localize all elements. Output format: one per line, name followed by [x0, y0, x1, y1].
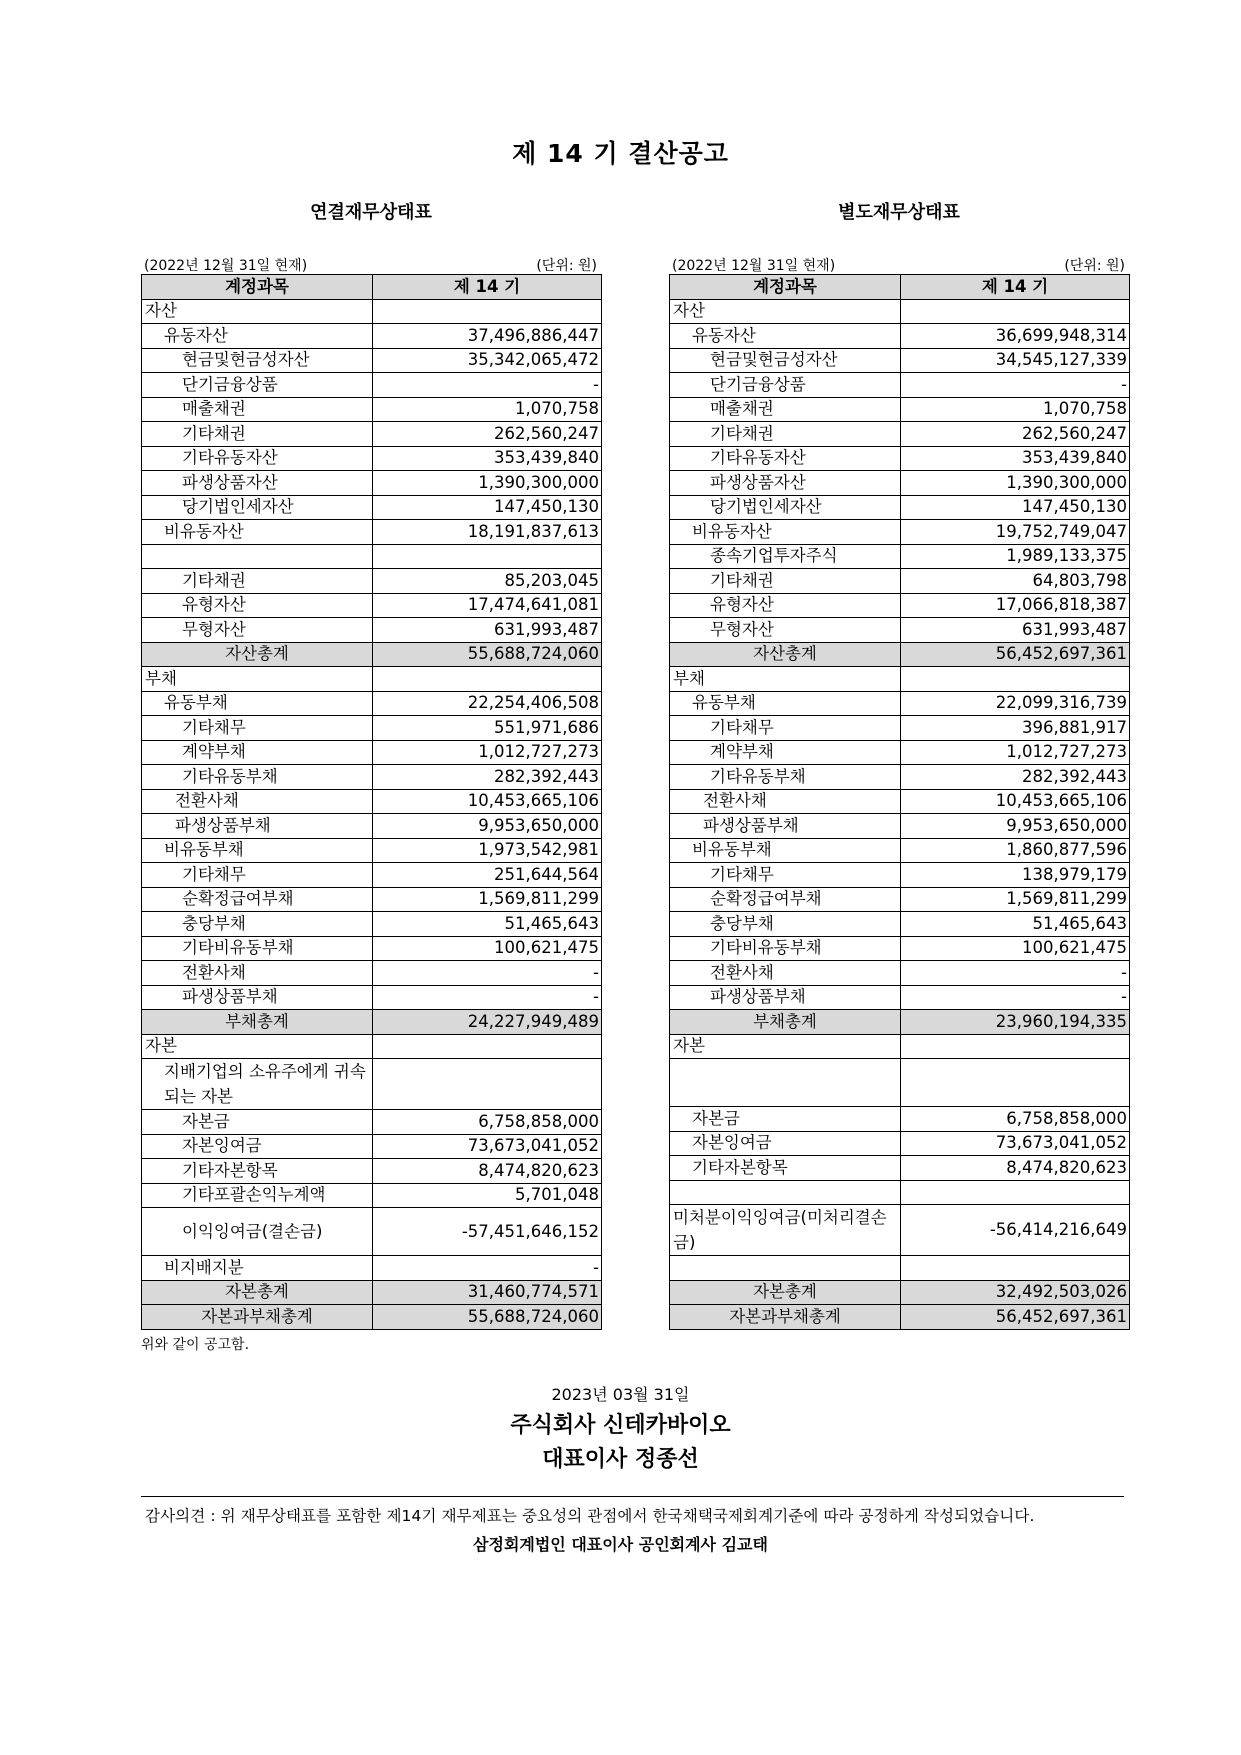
- table-row: [670, 1131, 1130, 1156]
- account-value: 262,560,247: [901, 422, 1130, 447]
- account-value: [901, 1059, 1130, 1107]
- account-name: 무형자산: [142, 618, 373, 643]
- table-row: [670, 397, 1130, 422]
- table-row: [670, 985, 1130, 1010]
- account-name: 자본과부채총계: [670, 1305, 901, 1330]
- table-row: [670, 789, 1130, 814]
- auditor-signature: 삼정회계법인 대표이사 공인회계사 김교태: [473, 1535, 768, 1554]
- separate-statement-title: 별도재무상태표: [838, 202, 960, 223]
- account-name: 종속기업투자주식: [670, 544, 901, 569]
- account-name: 충당부채: [142, 912, 373, 937]
- account-value: 23,960,194,335: [901, 1010, 1130, 1035]
- account-name: 비유동부채: [670, 838, 901, 863]
- account-name: 자산: [142, 299, 373, 324]
- account-name: 기타채무: [142, 863, 373, 888]
- account-value: 64,803,798: [901, 569, 1130, 594]
- separate-balance-sheet-table: [669, 274, 1130, 1330]
- account-value: 551,971,686: [373, 716, 602, 741]
- account-name: 무형자산: [670, 618, 901, 643]
- table-row: [142, 985, 602, 1010]
- account-name: 전환사채: [670, 961, 901, 986]
- account-value: 631,993,487: [373, 618, 602, 643]
- account-name: 기타채권: [142, 422, 373, 447]
- table-row: [142, 863, 602, 888]
- account-value: [373, 544, 602, 569]
- table-row: [142, 446, 602, 471]
- table-row: [142, 789, 602, 814]
- table-row: [142, 471, 602, 496]
- account-value: 251,644,564: [373, 863, 602, 888]
- account-name: 자본금: [670, 1107, 901, 1132]
- consolidated-meta: [141, 255, 601, 273]
- account-value: -: [901, 373, 1130, 398]
- account-value: 22,099,316,739: [901, 691, 1130, 716]
- table-row: [142, 691, 602, 716]
- account-value: 5,701,048: [373, 1183, 602, 1208]
- account-value: 1,569,811,299: [901, 887, 1130, 912]
- account-value: 353,439,840: [901, 446, 1130, 471]
- account-name: 계약부채: [142, 740, 373, 765]
- account-value: 35,342,065,472: [373, 348, 602, 373]
- account-value: 1,973,542,981: [373, 838, 602, 863]
- account-value: [901, 1256, 1130, 1281]
- account-name: 자본과부채총계: [142, 1305, 373, 1330]
- account-name: 현금및현금성자산: [670, 348, 901, 373]
- account-value: 37,496,886,447: [373, 324, 602, 349]
- total-row: [142, 1280, 602, 1305]
- account-value: -: [373, 985, 602, 1010]
- account-value: 17,474,641,081: [373, 593, 602, 618]
- table-row: [670, 495, 1130, 520]
- account-name: 기타채무: [670, 863, 901, 888]
- publish-date: 2023년 03월 31일: [551, 1385, 690, 1404]
- account-name: 부채: [142, 667, 373, 692]
- table-row: [142, 1059, 602, 1110]
- account-value: 10,453,665,106: [373, 789, 602, 814]
- table-row: [670, 716, 1130, 741]
- account-value: 138,979,179: [901, 863, 1130, 888]
- account-name: 기타유동자산: [142, 446, 373, 471]
- table-row: [142, 1256, 602, 1281]
- account-name: 자본: [670, 1034, 901, 1059]
- account-name: 유형자산: [142, 593, 373, 618]
- account-value: [373, 1059, 602, 1110]
- account-value: 9,953,650,000: [901, 814, 1130, 839]
- table-row: [142, 814, 602, 839]
- consolidated-date: (2022년 12월 31일 현재): [144, 258, 308, 274]
- table-row: [670, 593, 1130, 618]
- account-name: [670, 1059, 901, 1107]
- account-name: 유동부채: [142, 691, 373, 716]
- account-value: 73,673,041,052: [901, 1131, 1130, 1156]
- account-value: 631,993,487: [901, 618, 1130, 643]
- table-row: [670, 765, 1130, 790]
- table-row: [670, 936, 1130, 961]
- account-value: 1,070,758: [373, 397, 602, 422]
- account-name: 기타자본항목: [142, 1159, 373, 1184]
- account-value: 6,758,858,000: [373, 1110, 602, 1135]
- table-row: [142, 740, 602, 765]
- account-name: 자산총계: [670, 642, 901, 667]
- table-row: [142, 1110, 602, 1135]
- account-value: 73,673,041,052: [373, 1134, 602, 1159]
- separate-unit: (단위: 원): [1064, 258, 1125, 274]
- total-row: [670, 1305, 1130, 1330]
- account-name: 파생상품부채: [670, 985, 901, 1010]
- header-account: 계정과목: [670, 275, 901, 300]
- header-period: 제 14 기: [373, 275, 602, 300]
- account-name: 매출채권: [142, 397, 373, 422]
- table-row: [670, 863, 1130, 888]
- account-name: [142, 544, 373, 569]
- account-name: 충당부채: [670, 912, 901, 937]
- account-value: -: [373, 1256, 602, 1281]
- account-value: -: [901, 985, 1130, 1010]
- account-value: 353,439,840: [373, 446, 602, 471]
- account-name: 매출채권: [670, 397, 901, 422]
- account-value: 34,545,127,339: [901, 348, 1130, 373]
- account-name: 유동자산: [670, 324, 901, 349]
- account-value: 10,453,665,106: [901, 789, 1130, 814]
- account-name: 전환사채: [670, 789, 901, 814]
- table-row: [142, 324, 602, 349]
- table-row: [670, 373, 1130, 398]
- account-name: 기타자본항목: [670, 1156, 901, 1181]
- table-row: [142, 593, 602, 618]
- account-name: 자본총계: [142, 1280, 373, 1305]
- table-row: [670, 422, 1130, 447]
- account-value: 1,390,300,000: [901, 471, 1130, 496]
- table-row: [142, 961, 602, 986]
- table-row: [142, 348, 602, 373]
- account-name: 이익잉여금(결손금): [142, 1208, 373, 1256]
- account-value: -: [373, 373, 602, 398]
- account-name: 기타비유동부채: [142, 936, 373, 961]
- announcement-note: 위와 같이 공고함.: [141, 1337, 250, 1353]
- company-name: 주식회사 신테카바이오: [510, 1413, 731, 1438]
- account-name: 기타비유동부채: [670, 936, 901, 961]
- header-account: 계정과목: [142, 275, 373, 300]
- table-row: [670, 618, 1130, 643]
- account-name: [670, 1180, 901, 1205]
- account-value: 1,390,300,000: [373, 471, 602, 496]
- account-value: 19,752,749,047: [901, 520, 1130, 545]
- account-name: 계약부채: [670, 740, 901, 765]
- table-row: [142, 1134, 602, 1159]
- account-value: -: [901, 961, 1130, 986]
- account-name: 기타채무: [670, 716, 901, 741]
- table-row: [670, 961, 1130, 986]
- account-value: [901, 1034, 1130, 1059]
- account-value: 31,460,774,571: [373, 1280, 602, 1305]
- total-row: [670, 642, 1130, 667]
- total-row: [142, 1305, 602, 1330]
- account-value: [901, 1180, 1130, 1205]
- divider: [141, 1496, 1124, 1497]
- table-row: [142, 716, 602, 741]
- account-value: 8,474,820,623: [373, 1159, 602, 1184]
- table-row: [142, 838, 602, 863]
- account-name: 미처분이익잉여금(미처리결손금): [670, 1205, 901, 1256]
- account-name: 단기금융상품: [142, 373, 373, 398]
- table-row: [670, 667, 1130, 692]
- account-name: 자본잉여금: [142, 1134, 373, 1159]
- account-value: 32,492,503,026: [901, 1280, 1130, 1305]
- table-row: [670, 1059, 1130, 1107]
- table-header-row: [670, 275, 1130, 300]
- account-name: 파생상품부채: [142, 814, 373, 839]
- table-row: [142, 397, 602, 422]
- account-value: 282,392,443: [373, 765, 602, 790]
- account-name: 기타채권: [142, 569, 373, 594]
- table-row: [142, 520, 602, 545]
- account-value: 85,203,045: [373, 569, 602, 594]
- account-name: 기타포괄손익누계액: [142, 1183, 373, 1208]
- account-name: 현금및현금성자산: [142, 348, 373, 373]
- account-value: 1,012,727,273: [901, 740, 1130, 765]
- table-row: [670, 691, 1130, 716]
- page-title: 제 14 기 결산공고: [512, 139, 729, 168]
- table-row: [142, 618, 602, 643]
- account-name: 자산: [670, 299, 901, 324]
- table-row: [670, 1205, 1130, 1256]
- table-row: [142, 912, 602, 937]
- account-value: 147,450,130: [373, 495, 602, 520]
- account-value: 6,758,858,000: [901, 1107, 1130, 1132]
- account-name: 단기금융상품: [670, 373, 901, 398]
- account-value: 100,621,475: [901, 936, 1130, 961]
- account-name: 유형자산: [670, 593, 901, 618]
- table-row: [670, 912, 1130, 937]
- account-name: 비유동자산: [142, 520, 373, 545]
- account-name: 기타유동부채: [670, 765, 901, 790]
- account-name: 자본잉여금: [670, 1131, 901, 1156]
- table-row: [142, 422, 602, 447]
- account-name: 파생상품부채: [670, 814, 901, 839]
- account-name: 파생상품자산: [670, 471, 901, 496]
- account-value: 1,012,727,273: [373, 740, 602, 765]
- account-value: 147,450,130: [901, 495, 1130, 520]
- account-name: 부채: [670, 667, 901, 692]
- account-value: 22,254,406,508: [373, 691, 602, 716]
- account-value: 9,953,650,000: [373, 814, 602, 839]
- account-name: 기타유동부채: [142, 765, 373, 790]
- account-name: [670, 1256, 901, 1281]
- account-value: 1,569,811,299: [373, 887, 602, 912]
- account-value: 1,989,133,375: [901, 544, 1130, 569]
- total-row: [670, 1280, 1130, 1305]
- account-value: 24,227,949,489: [373, 1010, 602, 1035]
- account-value: 282,392,443: [901, 765, 1130, 790]
- table-row: [670, 838, 1130, 863]
- audit-opinion: 감사의견 : 위 재무상태표를 포함한 제14기 재무제표는 중요성의 관점에서 한국채택국제회계기준에 따라 공정하게 작성되었습니다.: [145, 1507, 1035, 1525]
- account-value: 36,699,948,314: [901, 324, 1130, 349]
- total-row: [670, 1010, 1130, 1035]
- account-value: 17,066,818,387: [901, 593, 1130, 618]
- table-row: [142, 569, 602, 594]
- ceo-name: 대표이사 정종선: [542, 1447, 699, 1472]
- account-name: 기타채무: [142, 716, 373, 741]
- account-name: 비유동자산: [670, 520, 901, 545]
- table-row: [670, 348, 1130, 373]
- consolidated-balance-sheet-table: [141, 274, 602, 1330]
- table-header-row: [142, 275, 602, 300]
- account-value: 55,688,724,060: [373, 642, 602, 667]
- total-row: [142, 1010, 602, 1035]
- account-value: 1,070,758: [901, 397, 1130, 422]
- account-value: 262,560,247: [373, 422, 602, 447]
- table-row: [142, 765, 602, 790]
- account-value: 1,860,877,596: [901, 838, 1130, 863]
- account-name: 기타채권: [670, 569, 901, 594]
- consolidated-statement-title: 연결재무상태표: [310, 202, 432, 223]
- account-name: 부채총계: [142, 1010, 373, 1035]
- account-name: 유동자산: [142, 324, 373, 349]
- table-row: [670, 740, 1130, 765]
- account-name: 부채총계: [670, 1010, 901, 1035]
- account-name: 비지배지분: [142, 1256, 373, 1281]
- account-value: [373, 1034, 602, 1059]
- account-value: 18,191,837,613: [373, 520, 602, 545]
- account-name: 자산총계: [142, 642, 373, 667]
- header-period: 제 14 기: [901, 275, 1130, 300]
- table-row: [670, 814, 1130, 839]
- table-row: [670, 446, 1130, 471]
- account-name: 비유동부채: [142, 838, 373, 863]
- table-row: [670, 324, 1130, 349]
- account-name: 자본총계: [670, 1280, 901, 1305]
- consolidated-unit: (단위: 원): [536, 258, 597, 274]
- table-row: [142, 1034, 602, 1059]
- table-row: [670, 1107, 1130, 1132]
- total-row: [142, 642, 602, 667]
- account-value: [373, 299, 602, 324]
- account-name: 지배기업의 소유주에게 귀속되는 자본: [142, 1059, 373, 1110]
- account-name: 순확정급여부채: [670, 887, 901, 912]
- account-name: 당기법인세자산: [142, 495, 373, 520]
- table-row: [142, 667, 602, 692]
- separate-meta: [669, 255, 1129, 273]
- table-row: [142, 299, 602, 324]
- account-value: 100,621,475: [373, 936, 602, 961]
- table-row: [670, 520, 1130, 545]
- table-row: [142, 495, 602, 520]
- table-row: [670, 569, 1130, 594]
- table-row: [142, 544, 602, 569]
- table-row: [142, 1159, 602, 1184]
- account-name: 순확정급여부채: [142, 887, 373, 912]
- account-value: 8,474,820,623: [901, 1156, 1130, 1181]
- account-value: 396,881,917: [901, 716, 1130, 741]
- account-name: 유동부채: [670, 691, 901, 716]
- separate-date: (2022년 12월 31일 현재): [672, 258, 836, 274]
- account-value: 56,452,697,361: [901, 1305, 1130, 1330]
- table-row: [142, 887, 602, 912]
- account-name: 전환사채: [142, 961, 373, 986]
- account-name: 파생상품부채: [142, 985, 373, 1010]
- table-row: [142, 1183, 602, 1208]
- account-value: [373, 667, 602, 692]
- account-name: 당기법인세자산: [670, 495, 901, 520]
- table-row: [670, 544, 1130, 569]
- account-value: 56,452,697,361: [901, 642, 1130, 667]
- account-value: 51,465,643: [901, 912, 1130, 937]
- table-row: [142, 373, 602, 398]
- account-value: [901, 299, 1130, 324]
- account-value: 55,688,724,060: [373, 1305, 602, 1330]
- table-row: [670, 1034, 1130, 1059]
- account-name: 자본금: [142, 1110, 373, 1135]
- account-name: 전환사채: [142, 789, 373, 814]
- account-value: -57,451,646,152: [373, 1208, 602, 1256]
- table-row: [670, 1180, 1130, 1205]
- table-row: [670, 471, 1130, 496]
- account-name: 파생상품자산: [142, 471, 373, 496]
- account-name: 기타채권: [670, 422, 901, 447]
- account-value: -: [373, 961, 602, 986]
- table-row: [670, 1256, 1130, 1281]
- table-row: [142, 936, 602, 961]
- account-name: 자본: [142, 1034, 373, 1059]
- table-row: [670, 887, 1130, 912]
- account-value: -56,414,216,649: [901, 1205, 1130, 1256]
- account-value: 51,465,643: [373, 912, 602, 937]
- account-value: [901, 667, 1130, 692]
- account-name: 기타유동자산: [670, 446, 901, 471]
- table-row: [670, 1156, 1130, 1181]
- table-row: [670, 299, 1130, 324]
- table-row: [142, 1208, 602, 1256]
